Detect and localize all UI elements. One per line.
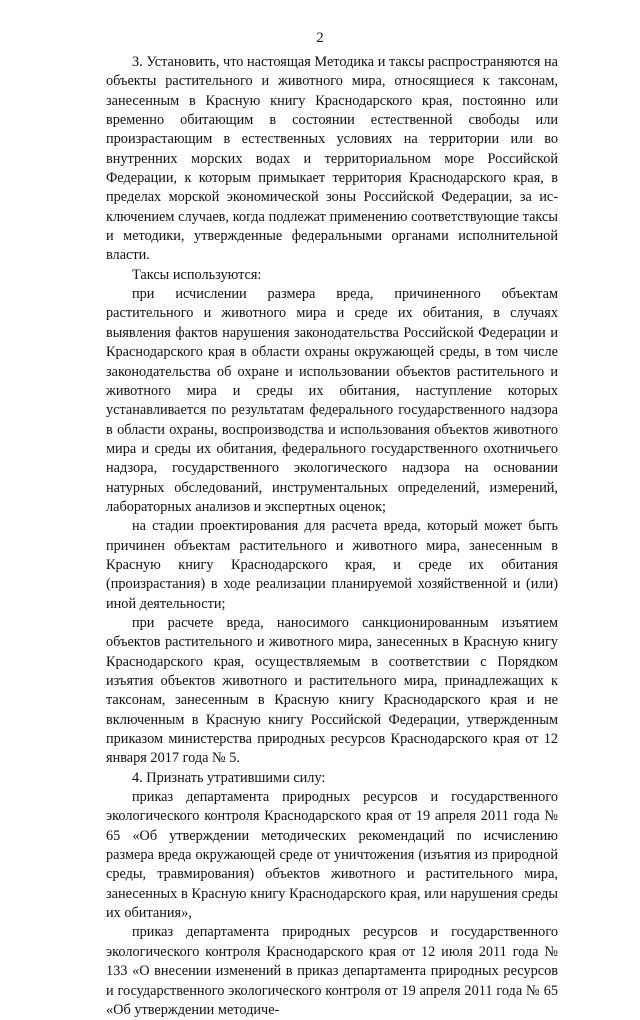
paragraph-order-133: приказ департамента природных ресурсов и государственного экологического контроля Краснодарского края от 12 июля 2011 года № 133 «О внесении изменений в приказ департамента природных ресурсов и государственного экологического контроля от 19 апреля 2011 года № 65 «Об утверждении методиче- (106, 924, 558, 1018)
page-number: 2 (316, 30, 324, 46)
document-body (106, 53, 558, 1020)
paragraph-design-stage: на стадии проектирования для расчета вреда, который может быть причинен объектам растительного и животного мира, занесенным в Красную книгу Краснодарского края, и среде их обитания (произрастания) в ходе реализации планируемой хозяйственной и (или) иной деятельности; (106, 518, 558, 612)
paragraph-clause-3: 3. Установить, что настоящая Методика и таксы распространяются на объекты растительного и животного мира, относящиеся к таксонам, занесенным в Красную книгу Краснодарского края, постоянно или временно обитающим в состоянии естественной свободы или произрастающим в естественных условиях на территории или во внутренних морских водах и территориальном море Российской Федерации, к которым примыкает территория Краснодарского края, в пределах морской экономической зоны Российской Федерации, за исключением случаев, когда подлежат применению соответствующие таксы и методики, утвержденные федеральными органами исполнительной власти. (106, 54, 558, 264)
paragraph-clause-4: 4. Признать утратившими силу: (132, 769, 326, 786)
paragraph-harm-calculation: при исчислении размера вреда, причиненного объектам растительного и животного мира и среде их обитания, в случаях выявления фактов нарушения законодательства Российской Федерации и Краснодарского края в области охраны окружающей среды, в том числе законодательства об охране и использовании объектов растительного и животного мира и среды их обитания, наступление которых устанавливается по результатам федерального государственного надзора в области охраны, воспроизводства и использования объектов животного мира и среды их обитания, федерального государственного охотничьего надзора, государственного экологического надзора на основании натурных обследований, инструментальных определений, измерений, лабораторных анализов и экспертных оценок; (106, 286, 558, 515)
paragraph-taxes-intro: Таксы используются: (132, 266, 262, 283)
paragraph-order-65: приказ департамента природных ресурсов и государственного экологического контроля Краснодарского края от 19 апреля 2011 года № 65 «Об утверждении методических рекомендаций по исчислению размера вреда окружающей среде от уничтожения (изъятия из природной среды, травмирования) объектов животного и растительного мира, занесенных в Красную книгу Краснодарского края, или нарушения среды их обитания», (106, 789, 558, 922)
paragraph-sanctioned-removal: при расчете вреда, наносимого санкционированным изъятием объектов растительного и животного мира, занесенных в Красную книгу Краснодарского края, осуществляемым в соответствии с Порядком изъятия объектов животного и растительного мира, принадлежащих к таксонам, занесенным в Красную книгу Краснодарского края и не включенным в Красную книгу Российской Федерации, утвержденным приказом министерства природных ресурсов Краснодарского края от 12 января 2017 года № 5. (106, 614, 558, 767)
